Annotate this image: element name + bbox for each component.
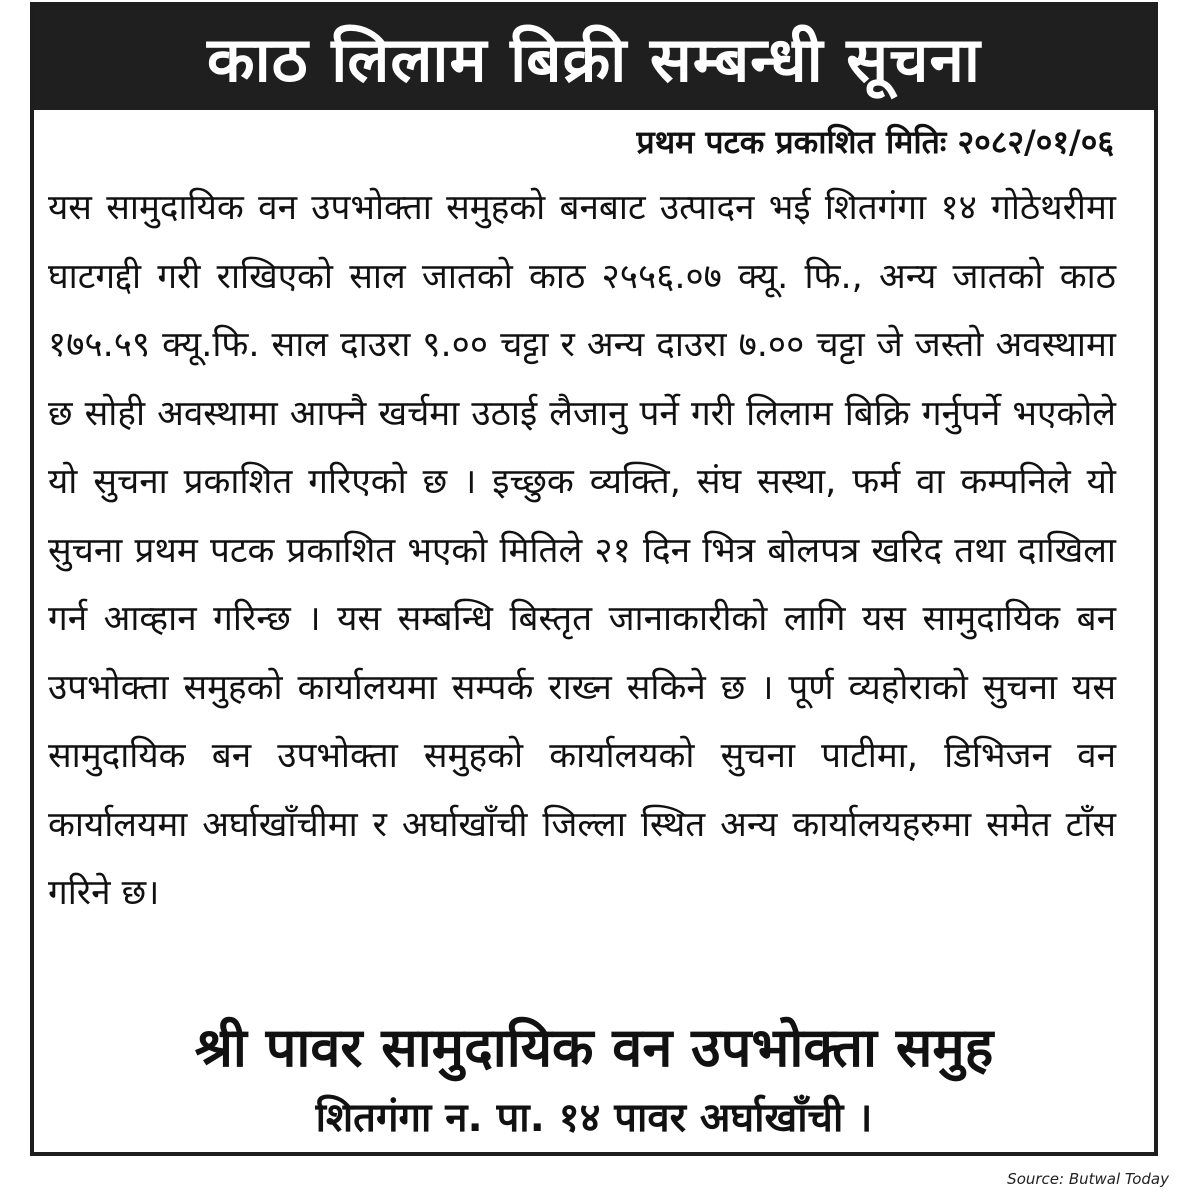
title-bar (34, 6, 1154, 110)
organization-address: शितगंगा न. पा. १४ पावर अर्घाखाँची । (315, 1095, 873, 1141)
notice-body: यस सामुदायिक वन उपभोक्ता समुहको बनबाट उत्पादन भई शितगंगा १४ गोठेथरीमा घाटगद्दी गरी राखिएको साल जातको काठ २५५६.०७ क्यू. फि., अन्य जातको काठ १७५.५९ क्यू.फि. साल दाउरा ९.०० चट्टा र अन्य दाउरा ७.०० चट्टा जे जस्तो अवस्थामा छ सोही अवस्थामा आफ्नै खर्चमा उठाई लैजानु पर्ने गरी लिलाम बिक्रि गर्नुपर्ने भएकोले यो सुचना प्रकाशित गरिएको छ । इच्छुक व्यक्ति, संघ सस्था, फर्म वा कम्पनिले यो सुचना प्रथम पटक प्रकाशित भएको मितिले २१ दिन भित्र बोलपत्र खरिद तथा दाखिला गर्न आव्हान गरिन्छ । यस सम्बन्धि बिस्तृत जानाकारीको लागि यस सामुदायिक बन उपभोक्ता समुहको कार्यालयमा सम्पर्क राख्न सकिने छ । पूर्ण व्यहोराको सुचना यस सामुदायिक बन उपभोक्ता समुहको कार्यालयको सुचना पाटीमा, डिभिजन वन कार्यालयमा अर्घाखाँचीमा र अर्घाखाँची जिल्ला स्थित अन्य कार्यालयहरुमा समेत टाँस गरिने छ। (48, 188, 1116, 913)
organization-name: श्री पावर सामुदायिक वन उपभोक्ता समुह (194, 1016, 994, 1079)
publication-date: प्रथम पटक प्रकाशित मितिः २०८२/०१/०६ (636, 123, 1114, 161)
notice-title: काठ लिलाम बिक्री सम्बन्धी सूचना (206, 23, 981, 96)
notice-frame (30, 2, 1158, 1156)
source-credit: Source: Butwal Today (1007, 1170, 1169, 1188)
